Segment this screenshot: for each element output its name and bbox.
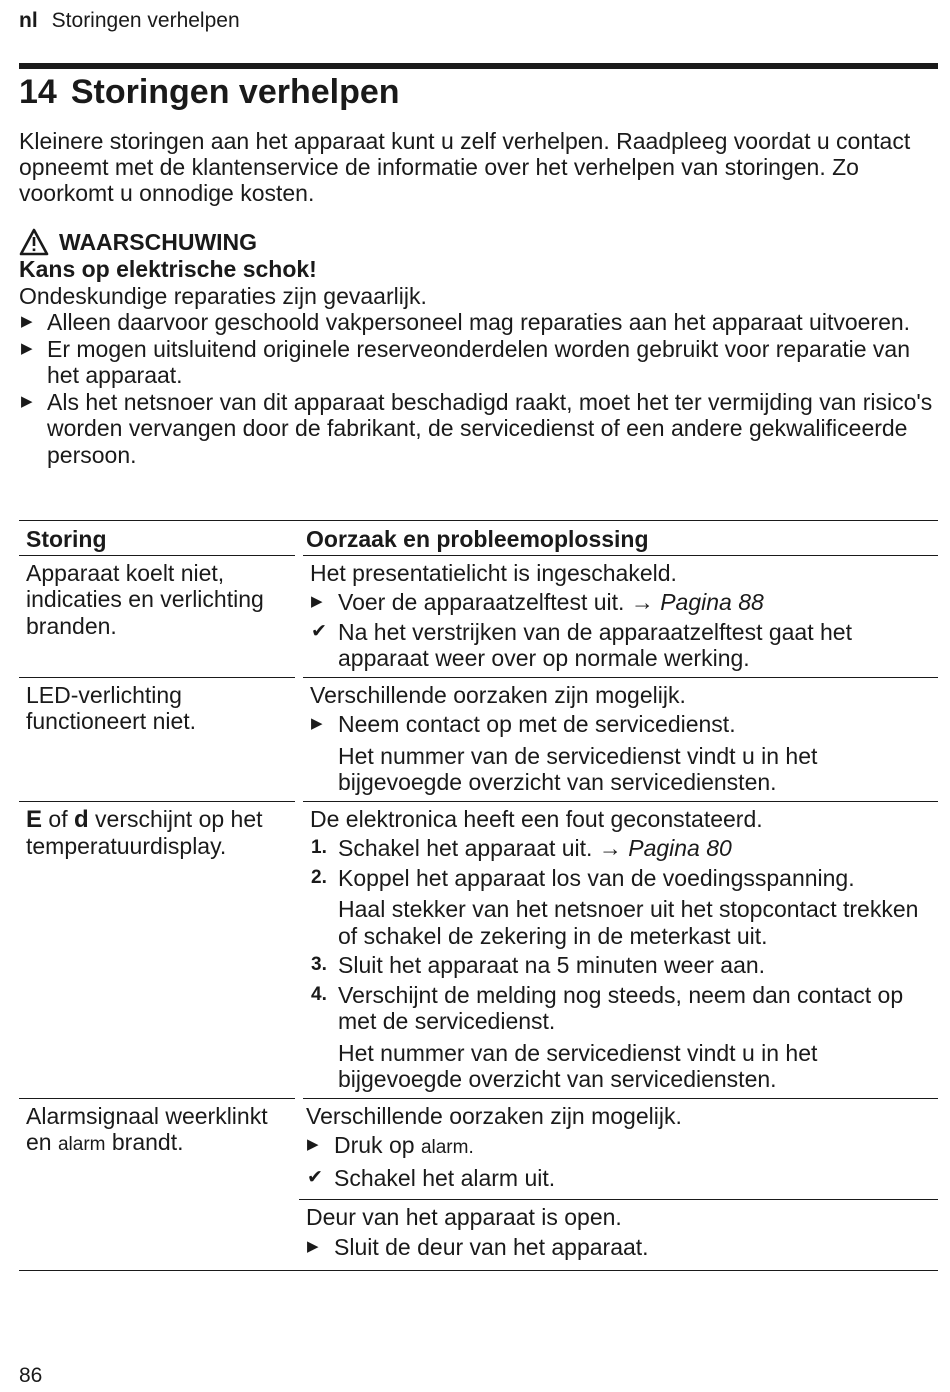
header-rule bbox=[19, 63, 938, 69]
solution-cell bbox=[299, 677, 938, 801]
running-header bbox=[19, 9, 240, 33]
action-step bbox=[306, 1132, 931, 1162]
arrow-right-icon: → bbox=[630, 589, 654, 615]
triangle-bullet-icon: ▶ bbox=[311, 593, 323, 610]
page-reference: Pagina 80 bbox=[628, 835, 732, 861]
fault-text: brandt. bbox=[111, 1129, 184, 1155]
warning-bullet-text: Er mogen uitsluitend originele reserveonderdelen worden gebruikt voor reparatie van het apparaat. bbox=[47, 335, 911, 388]
column-header-cause: Oorzaak en probleemoplossing bbox=[299, 521, 938, 556]
warning-bullet-text: Als het netsnoer van dit apparaat beschadigd raakt, moet het ter vermijding van risico's worden vervangen door de fabrikant, de servicedienst of een andere gekwalificeerde persoon. bbox=[47, 388, 933, 468]
step-note: Het nummer van de servicedienst vindt u in het bijgevoegde overzicht van servicediensten. bbox=[338, 742, 818, 795]
intro-paragraph: Kleinere storingen aan het apparaat kunt u zelf verhelpen. Raadpleeg voordat u contact opneemt met de klantenservice de informatie over het verhelpen van storingen. Zo voorkomt u onnodige kosten. bbox=[19, 128, 911, 206]
triangle-bullet-icon: ▶ bbox=[307, 1237, 319, 1255]
action-text: Voer de apparaatzelftest uit. bbox=[338, 589, 625, 615]
warning-bullet bbox=[19, 336, 938, 389]
warning-triangle-icon bbox=[19, 228, 49, 256]
warning-bullet bbox=[19, 389, 938, 469]
fault-text-of: of bbox=[48, 805, 68, 832]
step-text: Sluit het apparaat na 5 minuten weer aan. bbox=[338, 952, 766, 978]
checkmark-icon: ✔ bbox=[311, 620, 327, 642]
solution-cell bbox=[299, 1200, 938, 1271]
warning-title: WAARSCHUWING bbox=[59, 228, 258, 255]
result-text: Na het verstrijken van de apparaatzelftest gaat het apparaat weer over op normale werking. bbox=[338, 618, 852, 671]
language-code: nl bbox=[19, 9, 38, 32]
numbered-step bbox=[310, 865, 931, 892]
table-row bbox=[19, 1098, 938, 1200]
action-step bbox=[310, 711, 931, 738]
chapter-number: 14 bbox=[19, 73, 57, 111]
solution-cell bbox=[299, 801, 938, 1098]
solution-cell bbox=[299, 555, 938, 677]
fault-cell bbox=[19, 1098, 299, 1271]
warning-title-row bbox=[19, 228, 938, 256]
table-row bbox=[19, 555, 938, 677]
action-text: Druk op bbox=[334, 1132, 415, 1158]
numbered-step bbox=[310, 952, 931, 979]
result-text: Schakel het alarm uit. bbox=[334, 1164, 556, 1191]
fault-text: verschijnt op het temperatuurdisplay. bbox=[26, 805, 263, 859]
cause-text: Deur van het apparaat is open. bbox=[306, 1204, 622, 1230]
step-text: Verschijnt de melding nog steeds, neem dan contact op met de servicedienst. bbox=[338, 981, 904, 1034]
table-row bbox=[19, 801, 938, 1098]
checkmark-icon: ✔ bbox=[307, 1166, 323, 1188]
numbered-step bbox=[310, 835, 931, 862]
column-header-fault: Storing bbox=[19, 521, 299, 556]
step-text: Schakel het apparaat uit. bbox=[338, 835, 593, 861]
running-header-title: Storingen verhelpen bbox=[51, 9, 240, 32]
triangle-bullet-icon: ▶ bbox=[311, 715, 323, 732]
cause-text: Het presentatielicht is ingeschakeld. bbox=[310, 559, 677, 586]
warning-subtitle: Kans op elektrische schok! bbox=[19, 256, 317, 282]
cause-text: Verschillende oorzaken zijn mogelijk. bbox=[310, 681, 686, 708]
triangle-bullet-icon: ▶ bbox=[21, 339, 33, 357]
table-row bbox=[19, 677, 938, 801]
result-step bbox=[310, 619, 931, 672]
alarm-key-label: alarm bbox=[420, 1137, 469, 1158]
warning-bullet bbox=[19, 309, 938, 336]
step-text: Koppel het apparaat los van de voedingsspanning. bbox=[338, 864, 855, 891]
warning-bullet-text: Alleen daarvoor geschoold vakpersoneel mag reparaties aan het apparaat uitvoeren. bbox=[47, 309, 911, 335]
step-note: Het nummer van de servicedienst vindt u in het bijgevoegde overzicht van servicediensten. bbox=[338, 1039, 818, 1092]
chapter-heading bbox=[19, 72, 400, 112]
display-symbol-d: d bbox=[73, 805, 89, 833]
action-text: Sluit de deur van het apparaat. bbox=[334, 1233, 649, 1260]
step-number: 1. bbox=[311, 837, 327, 858]
table-header-row bbox=[19, 521, 938, 556]
arrow-right-icon: → bbox=[598, 835, 622, 861]
result-step bbox=[306, 1165, 931, 1192]
solution-cell bbox=[299, 1098, 938, 1200]
cause-text: De elektronica heeft een fout geconstateerd. bbox=[310, 805, 763, 832]
fault-cell bbox=[19, 801, 299, 1098]
display-symbol-e: E bbox=[26, 805, 43, 833]
numbered-step bbox=[310, 982, 931, 1035]
chapter-title: Storingen verhelpen bbox=[70, 73, 400, 111]
warning-text: Ondeskundige reparaties zijn gevaarlijk. bbox=[19, 282, 427, 309]
page-reference: Pagina 88 bbox=[660, 589, 764, 615]
cause-text: Verschillende oorzaken zijn mogelijk. bbox=[306, 1102, 682, 1129]
page-number: 86 bbox=[19, 1364, 43, 1387]
step-number: 4. bbox=[311, 983, 327, 1005]
triangle-bullet-icon: ▶ bbox=[21, 313, 33, 330]
action-text: Neem contact op met de servicedienst. bbox=[338, 711, 736, 737]
action-step bbox=[306, 1234, 931, 1261]
triangle-bullet-icon: ▶ bbox=[307, 1136, 319, 1153]
troubleshooting-table bbox=[19, 520, 938, 1271]
action-punctuation: . bbox=[468, 1137, 474, 1158]
triangle-bullet-icon: ▶ bbox=[21, 392, 33, 410]
step-number: 2. bbox=[311, 866, 327, 888]
fault-cell: LED-verlichting functioneert niet. bbox=[19, 677, 299, 801]
fault-text: Alarmsignaal weerklinkt en bbox=[26, 1102, 268, 1155]
warning-block bbox=[19, 228, 938, 468]
step-number: 3. bbox=[311, 954, 327, 975]
action-step bbox=[310, 589, 931, 616]
step-note: Haal stekker van het netsnoer uit het stopcontact trekken of schakel de zekering in de meterkast uit. bbox=[338, 896, 919, 949]
alarm-key-label: alarm bbox=[57, 1134, 106, 1155]
fault-cell: Apparaat koelt niet, indicaties en verlichting branden. bbox=[19, 555, 299, 677]
